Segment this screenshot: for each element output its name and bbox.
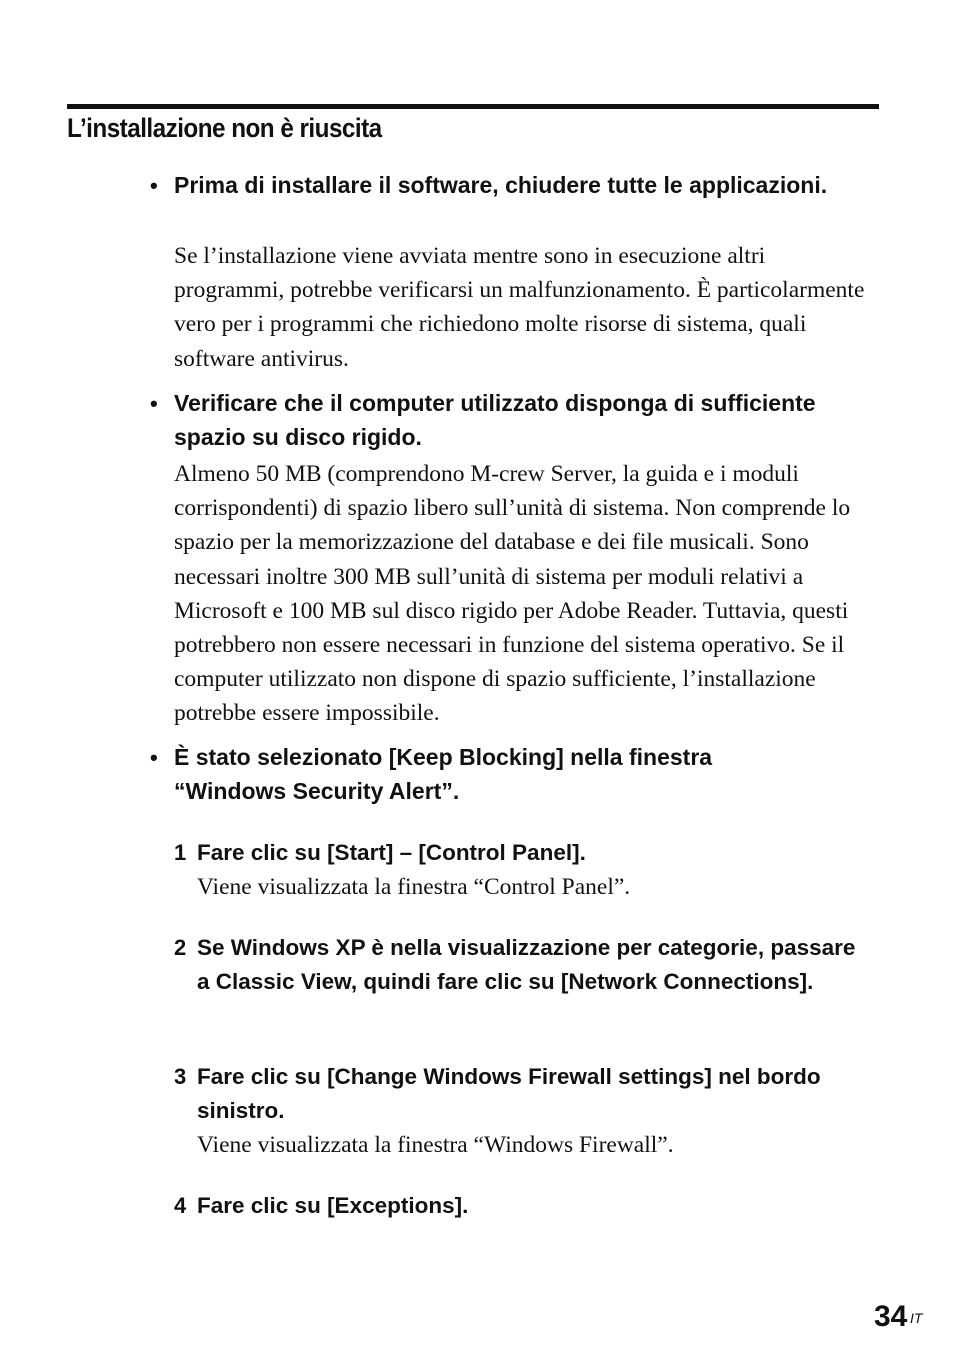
bullet-heading-3: È stato selezionato [Keep Blocking] nella finestra “Windows Security Alert”. <box>174 744 713 804</box>
section-title: L’installazione non è riuscita <box>67 113 382 143</box>
step-number-2: 2 <box>174 935 187 960</box>
bullet-icon: • <box>150 391 158 416</box>
step-number-3: 3 <box>174 1064 187 1089</box>
step-heading-3: Fare clic su [Change Windows Firewall settings] nel bordo sinistro. <box>197 1064 821 1123</box>
step-number-1: 1 <box>174 840 187 865</box>
section-rule <box>67 104 879 109</box>
step-heading-1: Fare clic su [Start] – [Control Panel]. <box>197 840 586 865</box>
step-number-4: 4 <box>174 1193 187 1218</box>
page-language: IT <box>910 1310 923 1326</box>
bullet-icon: • <box>150 745 158 770</box>
bullet-heading-1: Prima di installare il software, chiudere tutte le applicazioni. <box>174 172 828 198</box>
step-heading-2: Se Windows XP è nella visualizzazione per categorie, passare a Classic View, quindi fare clic su [Network Connections]. <box>197 935 856 994</box>
page-number: 34 <box>874 1300 908 1333</box>
bullet-heading-2: Verificare che il computer utilizzato disponga di sufficiente spazio su disco rigido. <box>174 390 816 450</box>
step-body-1: Viene visualizzata la finestra “Control Panel”. <box>197 874 631 900</box>
bullet-icon: • <box>150 173 158 198</box>
step-body-3: Viene visualizzata la finestra “Windows Firewall”. <box>197 1132 674 1158</box>
bullet-body-2: Almeno 50 MB (comprendono M-crew Server, la guida e i moduli corrispondenti) di spazio libero sull’unità di sistema. Non comprende lo spazio per la memorizzazione del database e dei file musicali. Sono necessari inoltre 300 MB sull’unità di sistema per moduli relativi a Microsoft e 100 MB sul disco rigido per Adobe Reader. Tuttavia, questi potrebbero non essere necessari in funzione del sistema operativo. Se il computer utilizzato non dispone di spazio sufficiente, l’installazione potrebbe essere impossibile. <box>174 461 851 727</box>
step-heading-4: Fare clic su [Exceptions]. <box>197 1193 469 1218</box>
bullet-body-1: Se l’installazione viene avviata mentre sono in esecuzione altri programmi, potrebbe verificarsi un malfunzionamento. È particolarmente vero per i programmi che richiedono molte risorse di sistema, quali software antivirus. <box>174 243 865 372</box>
